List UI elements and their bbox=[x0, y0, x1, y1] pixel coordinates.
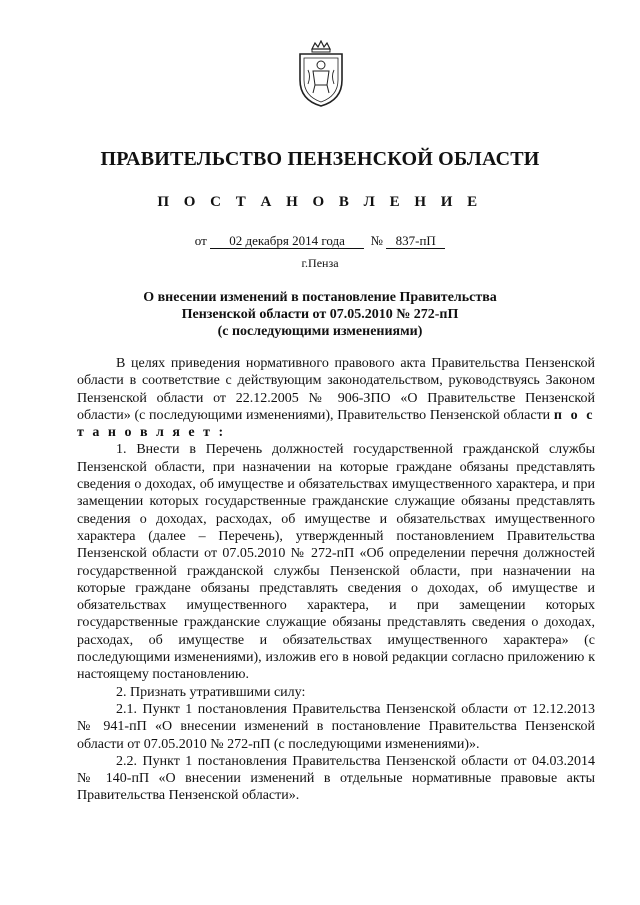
document-date: 02 декабря 2014 года bbox=[210, 234, 364, 249]
paragraph-item-2-2: 2.2. Пункт 1 постановления Правительства Пензенской области от 04.03.2014 № 140-пП «О внесении изменений в отдельные нормативные правовые акты Правительства Пензенской области». bbox=[77, 753, 595, 804]
coat-of-arms-icon bbox=[295, 40, 347, 108]
preamble-paragraph bbox=[77, 355, 595, 441]
date-number-line bbox=[0, 233, 640, 249]
city: г.Пенза bbox=[301, 256, 339, 270]
paragraph-item-1: 1. Внести в Перечень должностей государственной гражданской службы Пензенской области, при назначении на которые граждане обязаны представлять сведения о доходах, об имуществе и обязательствах имущественного характера, и при замещении которых государственные гражданские служащие обязаны представлять сведения о доходах, расходах, об имуществе и обязательствах имущественного характера (далее – Перечень), утвержденный постановлением Правительства Пензенской области от 07.05.2010 № 272-пП «Об определении перечня должностей государственной гражданской службы Пензенской области, при назначении на которые граждане обязаны представлять сведения о доходах, об имуществе и обязательствах имущественного характера, и при замещении которых государственные гражданские служащие обязаны представлять сведения о доходах, расходах, об имуществе и обязательствах имущественного характера» (с последующими изменениями), изложив его в новой редакции согласно приложению к настоящему постановлению. bbox=[77, 442, 595, 683]
paragraph-item-2: 2. Признать утратившими силу: bbox=[116, 684, 306, 700]
number-sign: № bbox=[370, 233, 383, 248]
document-body bbox=[77, 355, 595, 805]
document-heading bbox=[100, 289, 540, 340]
document-number: 837-пП bbox=[386, 234, 445, 249]
heading-line-1: О внесении изменений в постановление Правительства bbox=[143, 290, 497, 305]
document-type: П О С Т А Н О В Л Е Н И Е bbox=[157, 194, 483, 210]
decree-word: п о с т а н о в л я е т : bbox=[77, 407, 596, 441]
preamble-text: В целях приведения нормативного правового акта Правительства Пензенской области в соответствие с действующим законодательством, руководствуясь Законом Пензенской области от 22.12.2005 № 906-ЗПО «О Правительстве Пензенской области» (с последующими изменениями), Правительство Пензенской области bbox=[77, 356, 595, 423]
heading-line-3: (с последующими изменениями) bbox=[217, 324, 423, 339]
government-title: ПРАВИТЕЛЬСТВО ПЕНЗЕНСКОЙ ОБЛАСТИ bbox=[100, 148, 540, 170]
paragraph-item-2-1: 2.1. Пункт 1 постановления Правительства Пензенской области от 12.12.2013 № 941-пП «О внесении изменений в постановление Правительства Пензенской области от 07.05.2010 № 272-пП (с последующими изменениями)». bbox=[77, 701, 595, 752]
date-prefix: от bbox=[194, 233, 207, 248]
heading-line-2: Пензенской области от 07.05.2010 № 272-пП bbox=[181, 307, 459, 322]
